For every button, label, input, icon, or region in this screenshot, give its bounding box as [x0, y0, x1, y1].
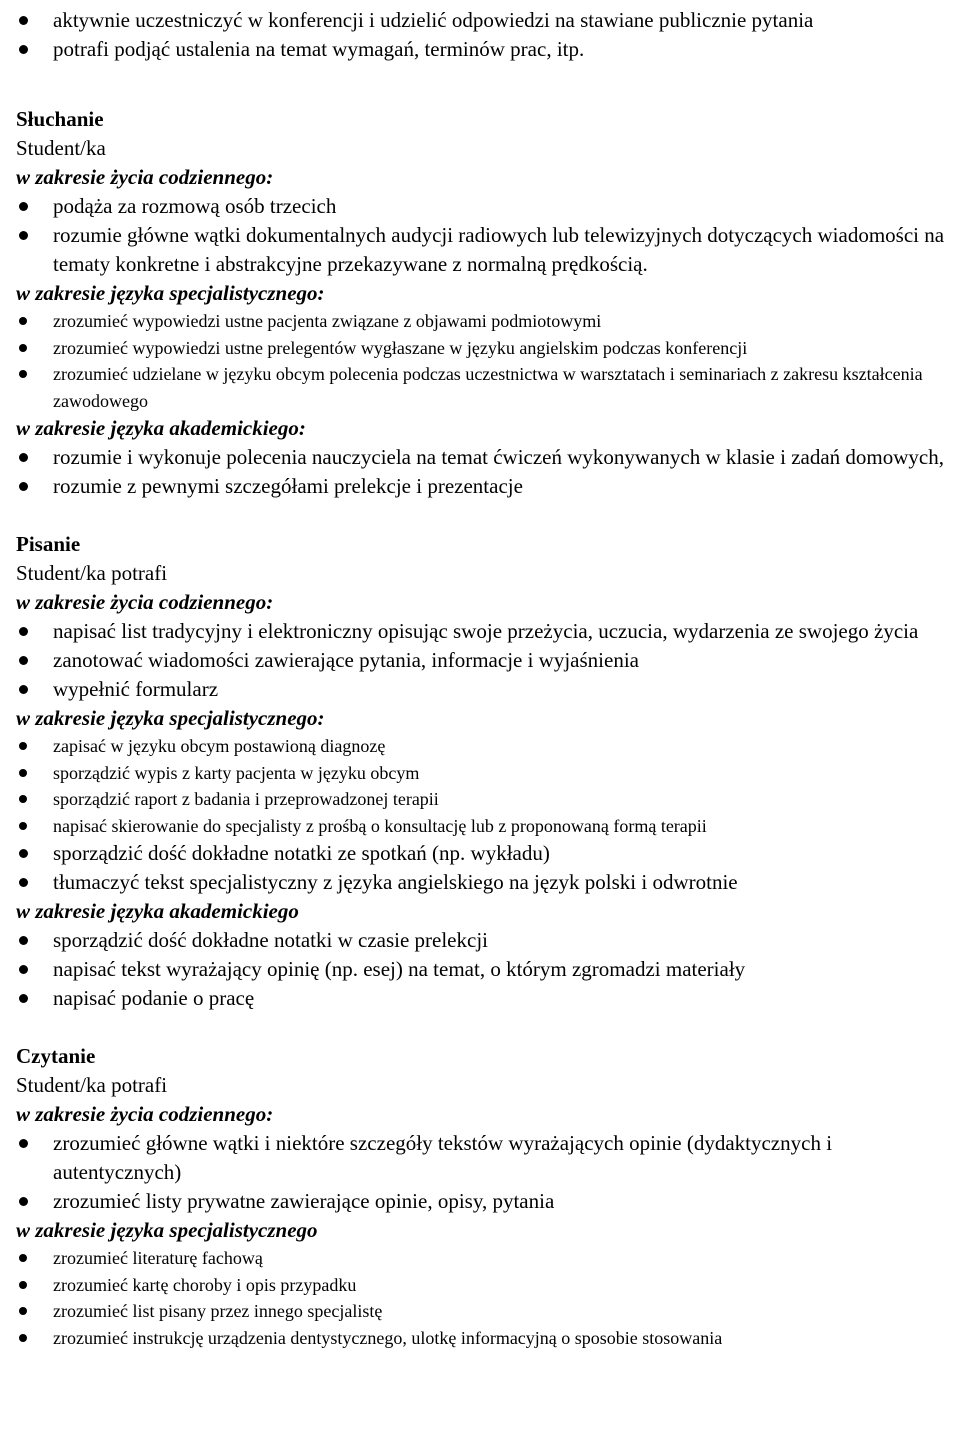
- section-title: Słuchanie: [16, 107, 104, 131]
- list-item: zrozumieć list pisany przez innego specjalistę: [16, 1298, 960, 1325]
- bullet-list: [16, 192, 960, 279]
- list-item: napisać list tradycyjny i elektroniczny opisując swoje przeżycia, uczucia, wydarzenia ze swojego życia: [16, 617, 960, 646]
- list-item: napisać skierowanie do specjalisty z prośbą o konsultację lub z proponowaną formą terapii: [16, 813, 960, 840]
- list-item: zrozumieć główne wątki i niektóre szczegóły tekstów wyrażających opinie (dydaktycznych i autentycznych): [16, 1129, 960, 1187]
- group-heading: w zakresie życia codziennego:: [16, 1102, 274, 1126]
- list-item: tłumaczyć tekst specjalistyczny z języka angielskiego na język polski i odwrotnie: [16, 868, 960, 897]
- section-spacer: [16, 501, 960, 530]
- bullet-list: [16, 926, 960, 1013]
- list-item: sporządzić wypis z karty pacjenta w języku obcym: [16, 760, 960, 787]
- group-heading: w zakresie życia codziennego:: [16, 165, 274, 189]
- group-heading: w zakresie języka specjalistycznego:: [16, 706, 325, 730]
- bullet-list: [16, 1245, 960, 1351]
- bullet-list: [16, 733, 960, 839]
- bullet-list: [16, 617, 960, 704]
- sections-container: [16, 64, 960, 1351]
- list-item: potrafi podjąć ustalenia na temat wymagań, terminów prac, itp.: [16, 35, 960, 64]
- list-item: rozumie z pewnymi szczegółami prelekcje i prezentacje: [16, 472, 960, 501]
- list-item: aktywnie uczestniczyć w konferencji i udzielić odpowiedzi na stawiane publicznie pytania: [16, 6, 960, 35]
- bullet-list: [16, 308, 960, 414]
- list-item: rozumie główne wątki dokumentalnych audycji radiowych lub telewizyjnych dotyczących wiadomości na tematy konkretne i abstrakcyjne przekazywane z normalną prędkością.: [16, 221, 960, 279]
- list-item: zrozumieć instrukcję urządzenia dentystycznego, ulotkę informacyjną o sposobie stosowania: [16, 1325, 960, 1352]
- group-heading: w zakresie języka akademickiego:: [16, 416, 306, 440]
- group-heading: w zakresie języka akademickiego: [16, 899, 299, 923]
- list-item: zrozumieć kartę choroby i opis przypadku: [16, 1272, 960, 1299]
- list-item: sporządzić dość dokładne notatki ze spotkań (np. wykładu): [16, 839, 960, 868]
- list-item: napisać podanie o pracę: [16, 984, 960, 1013]
- list-item: zrozumieć listy prywatne zawierające opinie, opisy, pytania: [16, 1187, 960, 1216]
- group-heading: w zakresie języka specjalistycznego: [16, 1218, 318, 1242]
- list-item: zrozumieć udzielane w języku obcym polecenia podczas uczestnictwa w warsztatach i seminariach z zakresu kształcenia zawodowego: [16, 361, 960, 414]
- group-heading: w zakresie życia codziennego:: [16, 590, 274, 614]
- section-1: [16, 105, 960, 501]
- section-spacer: [16, 1013, 960, 1042]
- list-item: podąża za rozmową osób trzecich: [16, 192, 960, 221]
- section-intro: Student/ka potrafi: [16, 1073, 168, 1097]
- list-item: napisać tekst wyrażający opinię (np. esej) na temat, o którym zgromadzi materiały: [16, 955, 960, 984]
- section-2: [16, 530, 960, 1013]
- list-item: zrozumieć wypowiedzi ustne prelegentów wygłaszane w języku angielskim podczas konferencji: [16, 335, 960, 362]
- list-item: sporządzić dość dokładne notatki w czasie prelekcji: [16, 926, 960, 955]
- list-item: rozumie i wykonuje polecenia nauczyciela na temat ćwiczeń wykonywanych w klasie i zadań domowych,: [16, 443, 960, 472]
- section-3: [16, 1042, 960, 1351]
- bullet-list: [16, 1129, 960, 1216]
- section-spacer: [16, 64, 960, 105]
- list-item: wypełnić formularz: [16, 675, 960, 704]
- list-item: zapisać w języku obcym postawioną diagnozę: [16, 733, 960, 760]
- list-item: zrozumieć wypowiedzi ustne pacjenta związane z objawami podmiotowymi: [16, 308, 960, 335]
- section-intro: Student/ka: [16, 136, 106, 160]
- list-item: zrozumieć literaturę fachową: [16, 1245, 960, 1272]
- section-intro: Student/ka potrafi: [16, 561, 168, 585]
- section-title: Pisanie: [16, 532, 81, 556]
- group-heading: w zakresie języka specjalistycznego:: [16, 281, 325, 305]
- list-item: sporządzić raport z badania i przeprowadzonej terapii: [16, 786, 960, 813]
- section-title: Czytanie: [16, 1044, 96, 1068]
- bullet-list: [16, 443, 960, 501]
- list-item: zanotować wiadomości zawierające pytania, informacje i wyjaśnienia: [16, 646, 960, 675]
- bullet-list: [16, 839, 960, 897]
- intro-bullet-list: [16, 6, 960, 64]
